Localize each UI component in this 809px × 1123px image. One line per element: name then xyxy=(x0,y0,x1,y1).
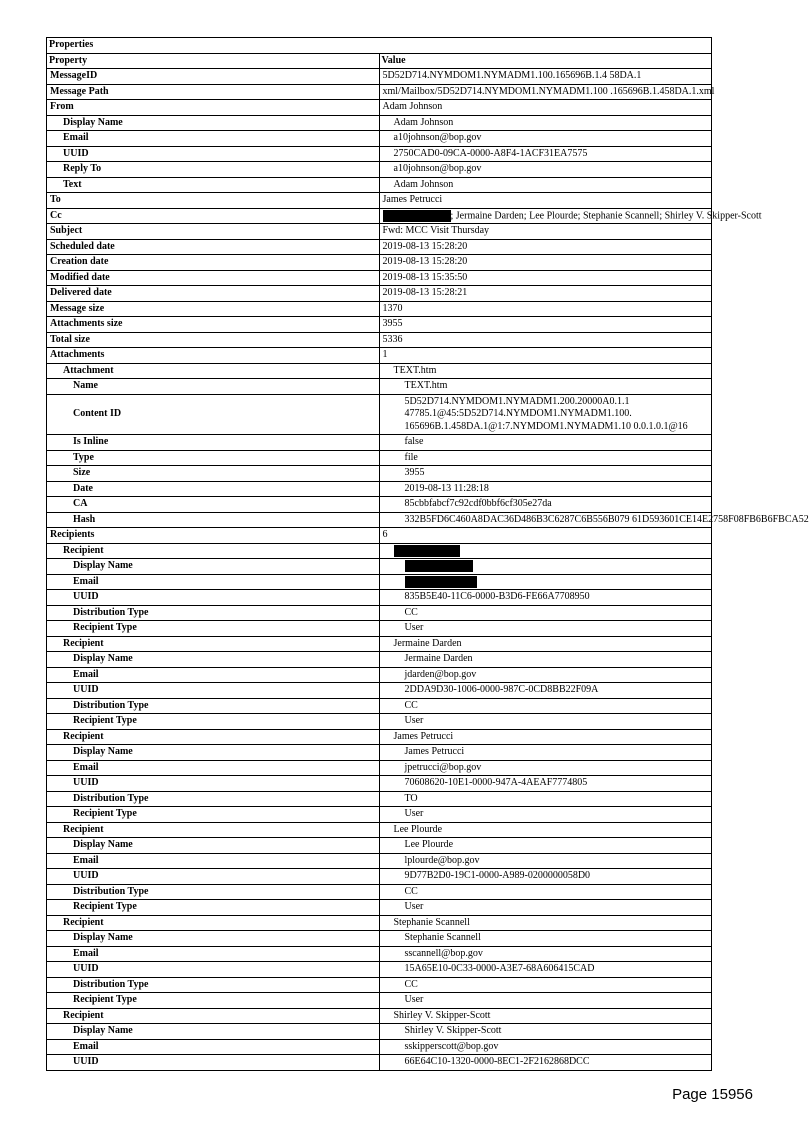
property-value-text: 2DDA9D30-1006-0000-987C-0CD8BB22F09A xyxy=(404,684,599,696)
property-value xyxy=(379,286,712,302)
property-name: Is Inline xyxy=(47,435,380,451)
property-name: Distribution Type xyxy=(47,791,380,807)
property-value-text: User xyxy=(404,994,424,1006)
property-value-text: CC xyxy=(404,978,418,990)
property-value xyxy=(379,993,712,1009)
property-name: Scheduled date xyxy=(47,239,380,255)
property-name: UUID xyxy=(47,962,380,978)
property-value xyxy=(379,652,712,668)
redaction-box xyxy=(405,560,473,572)
property-value xyxy=(379,497,712,513)
property-name: UUID xyxy=(47,146,380,162)
property-name: Recipient Type xyxy=(47,993,380,1009)
property-value-text: 2019-08-13 11:28:18 xyxy=(404,482,489,494)
table-row xyxy=(47,162,712,178)
table-row xyxy=(47,621,712,637)
property-value-text: TEXT.htm xyxy=(404,380,448,392)
table-row xyxy=(47,807,712,823)
property-name: Reply To xyxy=(47,162,380,178)
table-row xyxy=(47,776,712,792)
property-name: Recipient Type xyxy=(47,807,380,823)
property-value-text: jdarden@bop.gov xyxy=(404,668,477,680)
property-name: Creation date xyxy=(47,255,380,271)
property-value xyxy=(379,1039,712,1055)
redaction-box xyxy=(383,210,451,222)
table-row xyxy=(47,497,712,513)
property-name: Distribution Type xyxy=(47,884,380,900)
property-name: CA xyxy=(47,497,380,513)
property-name: Recipient xyxy=(47,822,380,838)
property-name: Display Name xyxy=(47,931,380,947)
property-value-text: User xyxy=(404,901,424,913)
property-value xyxy=(379,162,712,178)
property-name: From xyxy=(47,100,380,116)
property-value xyxy=(379,931,712,947)
property-name: Name xyxy=(47,379,380,395)
property-value-text: Stephanie Scannell xyxy=(404,932,481,944)
property-value-text: CC xyxy=(404,699,418,711)
property-value-text: 70608620-10E1-0000-947A-4AEAF7774805 xyxy=(404,777,588,789)
table-row xyxy=(47,528,712,544)
property-value xyxy=(379,317,712,333)
property-name: Type xyxy=(47,450,380,466)
property-name: Email xyxy=(47,131,380,147)
table-row xyxy=(47,543,712,559)
table-row xyxy=(47,590,712,606)
property-value xyxy=(379,915,712,931)
property-value xyxy=(379,946,712,962)
property-value-text: 1370 xyxy=(382,302,403,314)
property-value-text: James Petrucci xyxy=(393,730,454,742)
property-value xyxy=(379,853,712,869)
table-row xyxy=(47,512,712,528)
property-value xyxy=(379,807,712,823)
property-name: Attachments xyxy=(47,348,380,364)
table-row xyxy=(47,1024,712,1040)
property-value-text: jpetrucci@bop.gov xyxy=(404,761,482,773)
table-row xyxy=(47,348,712,364)
property-name: Subject xyxy=(47,224,380,240)
property-value xyxy=(379,270,712,286)
property-value xyxy=(379,435,712,451)
property-value xyxy=(379,760,712,776)
property-name: Email xyxy=(47,667,380,683)
property-name: UUID xyxy=(47,869,380,885)
table-row xyxy=(47,760,712,776)
property-value-text: 2019-08-13 15:28:20 xyxy=(382,240,468,252)
property-value-text: ; Jermaine Darden; Lee Plourde; Stephanie Scannell; Shirley V. Skipper-Scott xyxy=(450,209,762,221)
property-value-text: Shirley V. Skipper-Scott xyxy=(393,1009,491,1021)
property-value xyxy=(379,636,712,652)
property-value-text: Shirley V. Skipper-Scott xyxy=(404,1025,502,1037)
table-row xyxy=(47,317,712,333)
property-name: Recipient xyxy=(47,543,380,559)
property-value xyxy=(379,729,712,745)
table-row xyxy=(47,177,712,193)
table-row xyxy=(47,100,712,116)
table-row xyxy=(47,791,712,807)
property-value xyxy=(379,621,712,637)
property-value-text: CC xyxy=(404,885,418,897)
properties-table-body xyxy=(47,38,809,1071)
property-name: Recipient Type xyxy=(47,621,380,637)
table-row xyxy=(47,224,712,240)
table-row xyxy=(47,1008,712,1024)
property-name: Attachments size xyxy=(47,317,380,333)
property-value-text: 85cbbfabcf7c92cdf0bbf6cf305e27da xyxy=(404,498,552,510)
property-value xyxy=(379,838,712,854)
property-value-text: 2019-08-13 15:35:50 xyxy=(382,271,468,283)
property-name: MessageID xyxy=(47,69,380,85)
property-value xyxy=(379,239,712,255)
table-row xyxy=(47,270,712,286)
property-name: Distribution Type xyxy=(47,977,380,993)
property-value-text: James Petrucci xyxy=(382,194,443,206)
property-value xyxy=(379,146,712,162)
property-value xyxy=(379,977,712,993)
property-value-text: 15A65E10-0C33-0000-A3E7-68A606415CAD xyxy=(404,963,595,975)
table-row xyxy=(47,466,712,482)
table-title: Properties xyxy=(47,38,712,54)
property-value xyxy=(379,466,712,482)
table-row xyxy=(47,363,712,379)
property-name: Cc xyxy=(47,208,380,224)
property-value-text: User xyxy=(404,715,424,727)
table-row xyxy=(47,667,712,683)
table-row xyxy=(47,115,712,131)
property-value xyxy=(379,481,712,497)
property-name: To xyxy=(47,193,380,209)
table-row xyxy=(47,683,712,699)
property-value-text: User xyxy=(404,622,424,634)
table-row xyxy=(47,301,712,317)
property-name: Recipient xyxy=(47,636,380,652)
property-name: Email xyxy=(47,1039,380,1055)
table-row xyxy=(47,869,712,885)
property-value xyxy=(379,528,712,544)
property-value-text: CC xyxy=(404,606,418,618)
property-name: Recipient xyxy=(47,915,380,931)
property-value xyxy=(379,962,712,978)
property-value-text: sskipperscott@bop.gov xyxy=(404,1040,499,1052)
property-name: Display Name xyxy=(47,115,380,131)
property-value xyxy=(379,714,712,730)
property-value xyxy=(379,363,712,379)
property-value xyxy=(379,131,712,147)
property-value-text: TO xyxy=(404,792,418,804)
table-row xyxy=(47,239,712,255)
table-row xyxy=(47,698,712,714)
value-column-header: Value xyxy=(379,53,712,69)
property-value xyxy=(379,1055,712,1071)
property-value xyxy=(379,698,712,714)
property-name: Message Path xyxy=(47,84,380,100)
redaction-box xyxy=(405,576,477,588)
table-row xyxy=(47,1039,712,1055)
property-name: Attachment xyxy=(47,363,380,379)
property-value-text: file xyxy=(404,451,418,463)
property-value-text: Adam Johnson xyxy=(382,101,443,113)
property-name: UUID xyxy=(47,590,380,606)
property-value-text: Adam Johnson xyxy=(393,178,454,190)
property-name: Recipient xyxy=(47,729,380,745)
table-row xyxy=(47,255,712,271)
property-value xyxy=(379,255,712,271)
property-value-text: lplourde@bop.gov xyxy=(404,854,480,866)
property-name: Email xyxy=(47,946,380,962)
table-row xyxy=(47,822,712,838)
property-value xyxy=(379,348,712,364)
property-name: Display Name xyxy=(47,838,380,854)
property-value xyxy=(379,605,712,621)
table-row xyxy=(47,559,712,575)
property-value-text: 66E64C10-1320-0000-8EC1-2F2162868DCC xyxy=(404,1056,590,1068)
property-value xyxy=(379,177,712,193)
property-name: Total size xyxy=(47,332,380,348)
table-row xyxy=(47,977,712,993)
table-row xyxy=(47,946,712,962)
table-row xyxy=(47,636,712,652)
property-name: Recipients xyxy=(47,528,380,544)
table-row xyxy=(47,208,712,224)
property-value-text: false xyxy=(404,436,424,448)
property-name: Hash xyxy=(47,512,380,528)
property-name: UUID xyxy=(47,776,380,792)
property-value xyxy=(379,100,712,116)
property-name: Size xyxy=(47,466,380,482)
property-name: Recipient Type xyxy=(47,900,380,916)
property-value-text: 3955 xyxy=(404,467,425,479)
property-value-text: 9D77B2D0-19C1-0000-A989-0200000058D0 xyxy=(404,870,591,882)
property-value-text: 2019-08-13 15:28:21 xyxy=(382,287,468,299)
property-name: Distribution Type xyxy=(47,698,380,714)
table-row xyxy=(47,605,712,621)
property-name: Display Name xyxy=(47,745,380,761)
property-value-text: 5D52D714.NYMDOM1.NYMADM1.200.20000A0.1.1 47785.1@45:5D52D714.NYMDOM1.NYMADM1.100. 165696B.1.458DA.1@1:7.NYMDOM1.NYMADM1.10 0.0.1.0.1@16 xyxy=(404,395,688,432)
table-row xyxy=(47,962,712,978)
property-value xyxy=(379,301,712,317)
property-value xyxy=(379,683,712,699)
table-row xyxy=(47,332,712,348)
table-row xyxy=(47,435,712,451)
property-name: Recipient Type xyxy=(47,714,380,730)
table-row xyxy=(47,286,712,302)
property-value-text: 835B5E40-11C6-0000-B3D6-FE66A7708950 xyxy=(404,591,590,603)
property-value xyxy=(379,543,712,559)
property-value xyxy=(379,379,712,395)
property-value xyxy=(379,394,712,435)
property-column-header: Property xyxy=(47,53,380,69)
property-value xyxy=(379,559,712,575)
property-value xyxy=(379,224,712,240)
table-row xyxy=(47,69,712,85)
properties-table xyxy=(46,37,809,1071)
property-name: UUID xyxy=(47,1055,380,1071)
table-header-row xyxy=(47,53,712,69)
property-value xyxy=(379,208,762,224)
property-value-text: Lee Plourde xyxy=(393,823,443,835)
property-value xyxy=(379,869,712,885)
property-value-text: Jermaine Darden xyxy=(393,637,462,649)
property-value-text: sscannell@bop.gov xyxy=(404,947,483,959)
property-value-text: a10johnson@bop.gov xyxy=(393,132,482,144)
property-value xyxy=(379,590,712,606)
property-value-text: 6 xyxy=(382,529,388,541)
property-value-text: 5336 xyxy=(382,333,403,345)
property-value xyxy=(379,84,715,100)
table-row xyxy=(47,838,712,854)
property-value-text: xml/Mailbox/5D52D714.NYMDOM1.NYMADM1.100 .165696B.1.458DA.1.xml xyxy=(382,85,715,97)
property-value xyxy=(379,776,712,792)
property-value xyxy=(379,900,712,916)
property-name: Email xyxy=(47,760,380,776)
table-row xyxy=(47,131,712,147)
table-row xyxy=(47,450,712,466)
property-name: Delivered date xyxy=(47,286,380,302)
property-value xyxy=(379,193,712,209)
property-value xyxy=(379,450,712,466)
table-row xyxy=(47,931,712,947)
property-value-text: User xyxy=(404,808,424,820)
property-value xyxy=(379,822,712,838)
property-value-text: 1 xyxy=(382,349,388,361)
table-row xyxy=(47,1055,712,1071)
property-name: Display Name xyxy=(47,559,380,575)
property-value-text: Jermaine Darden xyxy=(404,653,473,665)
table-row xyxy=(47,394,712,435)
property-name: Display Name xyxy=(47,652,380,668)
property-name: UUID xyxy=(47,683,380,699)
property-value-text: 2019-08-13 15:28:20 xyxy=(382,256,468,268)
property-name: Date xyxy=(47,481,380,497)
property-value-text: 3955 xyxy=(382,318,403,330)
property-value xyxy=(379,574,712,590)
property-value-text: a10johnson@bop.gov xyxy=(393,163,482,175)
property-name: Content ID xyxy=(47,394,380,435)
property-value xyxy=(379,745,712,761)
property-name: Modified date xyxy=(47,270,380,286)
property-value-text: Adam Johnson xyxy=(393,116,454,128)
table-row xyxy=(47,853,712,869)
table-row xyxy=(47,729,712,745)
table-row xyxy=(47,745,712,761)
property-value xyxy=(379,512,809,528)
property-value xyxy=(379,115,712,131)
property-value-text: 5D52D714.NYMDOM1.NYMADM1.100.165696B.1.4 58DA.1 xyxy=(382,70,642,82)
property-value-text: 332B5FD6C460A8DAC36D486B3C6287C6B556B079 61D593601CE14E2758F08FB6B6FBCA52 xyxy=(404,513,809,525)
property-value-text: James Petrucci xyxy=(404,746,465,758)
table-row xyxy=(47,652,712,668)
property-value-text: 2750CAD0-09CA-0000-A8F4-1ACF31EA7575 xyxy=(393,147,588,159)
table-row xyxy=(47,574,712,590)
property-name: Email xyxy=(47,574,380,590)
table-row xyxy=(47,481,712,497)
redaction-box xyxy=(394,545,460,557)
property-name: Distribution Type xyxy=(47,605,380,621)
property-value-text: Fwd: MCC Visit Thursday xyxy=(382,225,490,237)
property-value xyxy=(379,69,712,85)
table-row xyxy=(47,714,712,730)
table-row xyxy=(47,193,712,209)
property-value-text: Lee Plourde xyxy=(404,839,454,851)
table-row xyxy=(47,884,712,900)
table-row xyxy=(47,84,712,100)
table-row xyxy=(47,900,712,916)
property-value xyxy=(379,1024,712,1040)
property-name: Recipient xyxy=(47,1008,380,1024)
table-row xyxy=(47,146,712,162)
table-title-row xyxy=(47,38,712,54)
property-name: Message size xyxy=(47,301,380,317)
property-name: Text xyxy=(47,177,380,193)
property-value xyxy=(379,1008,712,1024)
property-value-text: TEXT.htm xyxy=(393,364,437,376)
page-number: Page 15956 xyxy=(672,1086,753,1103)
property-name: Email xyxy=(47,853,380,869)
table-row xyxy=(47,915,712,931)
table-row xyxy=(47,379,712,395)
property-name: Display Name xyxy=(47,1024,380,1040)
property-value xyxy=(379,791,712,807)
property-value xyxy=(379,332,712,348)
property-value xyxy=(379,667,712,683)
table-row xyxy=(47,993,712,1009)
property-value-text: Stephanie Scannell xyxy=(393,916,470,928)
property-value xyxy=(379,884,712,900)
